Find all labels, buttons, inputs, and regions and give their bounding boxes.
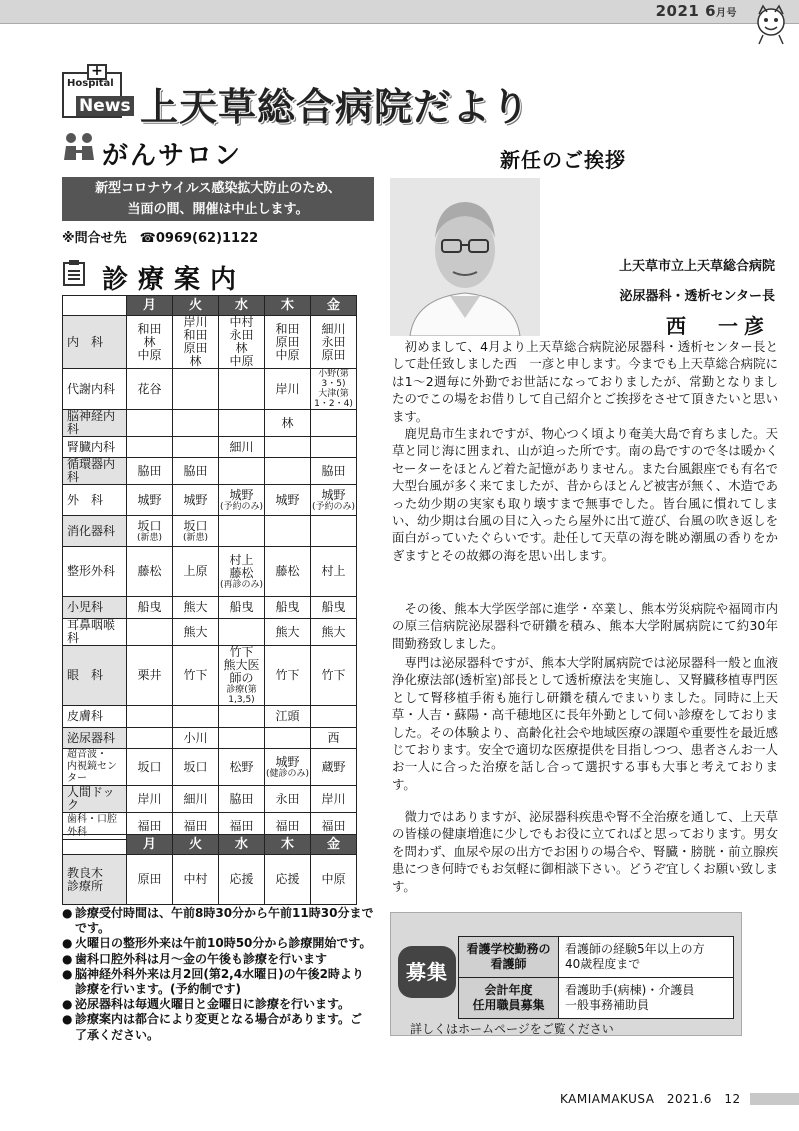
schedule-cell: 福田 <box>311 813 357 840</box>
recruit-value: 看護師の経験5年以上の方 40歳程度まで <box>559 937 734 978</box>
table-row <box>63 597 357 619</box>
schedule-cell: 坂口 (新患) <box>127 516 173 547</box>
schedule-cell: 小川 <box>173 728 219 749</box>
dept-cell: 歯科・口腔外科 <box>63 813 127 840</box>
schedule-cell: 岸川 <box>265 369 311 410</box>
schedule-cell <box>265 728 311 749</box>
affiliation-department: 泌尿器科・透析センター長 <box>619 289 775 304</box>
schedule-cell: 福田 <box>173 813 219 840</box>
schedule-cell: 熊大 <box>265 619 311 646</box>
schedule-cell: 城野 <box>265 485 311 516</box>
greeting-paragraph: 専門は泌尿器科ですが、熊本大学附属病院では泌尿器科一般と血液浄化療法部(透析室)部長として透析療法を実施し、又腎臓移植専門医として腎移植手術も施行し研鑽を積んでまいりました。同時に上天草・人吉・蘇陽・高千穂地区に長年外勤として伺い診療をしておりました。その体験より、高齢化社会や地域医療の課題や重要性を最近感じております。安全で適切な医療提供を目指しつつ、患者さんお一人お一人に合った治療を話し合って選択する事も大事と考えております。 <box>392 655 778 792</box>
schedule-cell: 村上 藤松 (再診のみ) <box>219 547 265 597</box>
table-row <box>63 749 357 786</box>
schedule-cell: 岸川 <box>311 786 357 813</box>
schedule-cell: 和田 林 中原 <box>127 316 173 369</box>
dept-cell: 脳神経内科 <box>63 410 127 437</box>
table-row <box>63 855 357 905</box>
schedule-cell: 竹下 熊大医師の 診療(第1,3,5) <box>219 646 265 706</box>
day-header: 木 <box>265 296 311 316</box>
schedule-cell: 細川 <box>173 786 219 813</box>
schedule-cell: 蔵野 <box>311 749 357 786</box>
footer-bar <box>750 1093 799 1105</box>
greeting-paragraph: 微力ではありますが、泌尿器科疾患や腎不全治療を通して、上天草の皆様の健康増進に少しでもお役に立てればと思っております。男女を問わず、血尿や尿の出方でお困りの場合や、腎臓・膀胱・前立腺疾患につき何時でもお気軽に御相談下さい。どうぞ宜しくお願い致します。 <box>392 809 778 894</box>
schedule-cell: 竹下 <box>311 646 357 706</box>
schedule-cell <box>173 369 219 410</box>
recruit-label: 会計年度 任用職員募集 <box>459 978 559 1019</box>
note-item: ● 脳神経外科外来は月2回(第2,4水曜日)の午後2時より診療を行います。(予約制です) <box>62 967 374 997</box>
salon-notice: 新型コロナウイルス感染拡大防止のため、 当面の間、開催は中止します。 <box>62 177 374 221</box>
table-row <box>63 728 357 749</box>
dept-cell: 耳鼻咽喉科 <box>63 619 127 646</box>
schedule-cell: 船曳 <box>219 597 265 619</box>
recruit-value: 看護助手(病棟)・介護員 一般事務補助員 <box>559 978 734 1019</box>
schedule-cell: 城野 (健診のみ) <box>265 749 311 786</box>
table-row <box>63 485 357 516</box>
recruit-badge: 募集 <box>398 946 456 998</box>
dept-cell: 超音波・ 内視鏡センター <box>63 749 127 786</box>
clipboard-icon <box>62 260 86 286</box>
dept-cell: 人間ドック <box>63 786 127 813</box>
dept-cell: 整形外科 <box>63 547 127 597</box>
table-row <box>63 437 357 458</box>
schedule-cell: 藤松 <box>127 547 173 597</box>
schedule-cell: 船曳 <box>265 597 311 619</box>
schedule-cell: 坂口 (新患) <box>173 516 219 547</box>
schedule-cell: 岸川 和田 原田 林 <box>173 316 219 369</box>
schedule-cell <box>219 728 265 749</box>
schedule-cell: 小野(第3・5) 大津(第1・2・4) <box>311 369 357 410</box>
schedule-cell: 船曳 <box>127 597 173 619</box>
schedule-cell: 坂口 <box>127 749 173 786</box>
schedule-cell <box>311 437 357 458</box>
schedule-cell: 城野 (予約のみ) <box>311 485 357 516</box>
schedule-cell: 竹下 <box>173 646 219 706</box>
dept-cell: 消化器科 <box>63 516 127 547</box>
schedule-cell: 熊大 <box>311 619 357 646</box>
dept-cell: 教良木 診療所 <box>63 855 127 905</box>
greeting-title: 新任のご挨拶 <box>500 148 626 172</box>
day-header: 水 <box>219 835 265 855</box>
dept-cell: 眼 科 <box>63 646 127 706</box>
table-row <box>459 978 734 1019</box>
schedule-cell <box>265 437 311 458</box>
schedule-cell: 原田 <box>127 855 173 905</box>
schedule-cell <box>127 619 173 646</box>
schedule-cell <box>127 706 173 728</box>
schedule-cell: 永田 <box>265 786 311 813</box>
affiliation-hospital: 上天草市立上天草総合病院 <box>618 259 775 274</box>
schedule-cell: 応援 <box>265 855 311 905</box>
schedule-cell: 西 <box>311 728 357 749</box>
schedule-cell: 竹下 <box>265 646 311 706</box>
note-item: ● 泌尿器科は毎週火曜日と金曜日に診療を行います。 <box>62 997 374 1012</box>
dept-cell: 泌尿器科 <box>63 728 127 749</box>
schedule-cell: 細川 <box>219 437 265 458</box>
schedule-cell: 福田 <box>265 813 311 840</box>
note-item: ● 歯科口腔外科は月～金の午後も診療を行います <box>62 952 374 967</box>
issue-date: 2021 6月号 <box>655 2 737 20</box>
schedule-cell: 城野 <box>127 485 173 516</box>
corner-cell <box>63 296 127 316</box>
dept-cell: 内 科 <box>63 316 127 369</box>
schedule-cell <box>311 706 357 728</box>
schedule-cell: 花谷 <box>127 369 173 410</box>
schedule-cell <box>219 410 265 437</box>
schedule-cell <box>219 619 265 646</box>
table-row <box>63 458 357 485</box>
schedule-cell: 脇田 <box>173 458 219 485</box>
day-header: 月 <box>127 835 173 855</box>
page-footer: KAMIAMAKUSA 2021.6 12 <box>560 1092 741 1106</box>
schedule-cell: 中村 <box>173 855 219 905</box>
recruit-label: 看護学校勤務の 看護師 <box>459 937 559 978</box>
recruit-table <box>458 936 734 1019</box>
day-header: 月 <box>127 296 173 316</box>
schedule-cell <box>173 437 219 458</box>
day-header: 水 <box>219 296 265 316</box>
table-row <box>63 369 357 410</box>
schedule-cell: 熊大 <box>173 597 219 619</box>
schedule-cell: 脇田 <box>219 786 265 813</box>
schedule-cell: 松野 <box>219 749 265 786</box>
note-item: ● 診療受付時間は、午前8時30分から午前11時30分までです。 <box>62 906 374 936</box>
schedule-cell: 林 <box>265 410 311 437</box>
schedule-cell: 中村 永田 林 中原 <box>219 316 265 369</box>
doctor-photo <box>390 178 540 336</box>
schedule-cell <box>127 437 173 458</box>
day-header: 火 <box>173 835 219 855</box>
dept-cell: 循環器内科 <box>63 458 127 485</box>
schedule-cell <box>127 728 173 749</box>
schedule-cell: 上原 <box>173 547 219 597</box>
table-row <box>63 547 357 597</box>
schedule-cell: 和田 原田 中原 <box>265 316 311 369</box>
hospital-news-logo: + Hospital News <box>62 72 122 118</box>
salon-title: がんサロン <box>102 141 243 171</box>
schedule-cell: 熊大 <box>173 619 219 646</box>
schedule-cell <box>219 369 265 410</box>
schedule-cell <box>265 516 311 547</box>
schedule-cell <box>173 410 219 437</box>
notes-list <box>62 906 374 1043</box>
recruit-footer: 詳しくはホームページをご覧ください <box>410 1022 614 1036</box>
schedule-cell: 岸川 <box>127 786 173 813</box>
greeting-paragraph: 鹿児島市生まれですが、物心つく頃より奄美大島で育ちました。天草と同じ海に囲まれ、山が迫った所です。南の島ですので冬は暖かくセーターをほとんど着た記憶がありません。また台風銀座でも有名で大型台風が多く来てましたが、昔からほとんど被害が無く、木造であった幼少期の実家も取り壊すまで無事でした。皆台風に慣れてしまい、幼少期は台風の目に入ったら屋外に出て遊び、台風の吹き返しを面白がっていたぐらいです。赴任して天草の海を眺め潮風の香りをかぎますとその故郷の海を思い出します。 <box>392 426 778 563</box>
clinic-schedule-table <box>62 834 357 905</box>
table-row <box>63 516 357 547</box>
schedule-cell <box>311 516 357 547</box>
schedule-cell: 福田 <box>127 813 173 840</box>
table-row <box>63 646 357 706</box>
day-header: 木 <box>265 835 311 855</box>
table-row <box>63 410 357 437</box>
table-row <box>459 937 734 978</box>
schedule-title: 診療案内 <box>102 265 247 295</box>
schedule-cell: 福田 <box>219 813 265 840</box>
table-row <box>63 706 357 728</box>
schedule-cell: 城野 <box>173 485 219 516</box>
schedule-cell <box>219 516 265 547</box>
dept-cell: 腎臓内科 <box>63 437 127 458</box>
schedule-cell <box>219 706 265 728</box>
table-row <box>63 786 357 813</box>
dept-cell: 小児科 <box>63 597 127 619</box>
dept-cell: 皮膚科 <box>63 706 127 728</box>
schedule-cell <box>127 410 173 437</box>
day-header: 金 <box>311 835 357 855</box>
schedule-cell: 応援 <box>219 855 265 905</box>
doctor-name: 西 一彦 <box>666 314 770 338</box>
schedule-cell: 船曳 <box>311 597 357 619</box>
page-title: 上天草総合病院だより <box>140 85 531 129</box>
table-row <box>63 619 357 646</box>
corner-cell <box>63 835 127 855</box>
schedule-cell: 村上 <box>311 547 357 597</box>
schedule-cell <box>265 458 311 485</box>
table-row <box>63 316 357 369</box>
greeting-paragraph: その後、熊本大学医学部に進学・卒業し、熊本労災病院や福岡市内の原三信病院泌尿器科で研鑽を積み、熊本大学附属病院にて約30年間勤務致しました。 <box>392 601 778 651</box>
contact-info: ※問合せ先 ☎0969(62)1122 <box>62 231 259 246</box>
dept-cell: 代謝内科 <box>63 369 127 410</box>
schedule-cell: 細川 永田 原田 <box>311 316 357 369</box>
schedule-cell <box>219 458 265 485</box>
schedule-cell: 江頭 <box>265 706 311 728</box>
schedule-cell <box>311 410 357 437</box>
schedule-cell: 藤松 <box>265 547 311 597</box>
day-header: 金 <box>311 296 357 316</box>
day-header: 火 <box>173 296 219 316</box>
greeting-paragraph: 初めまして、4月より上天草総合病院泌尿器科・透析センター長として赴任致しました西 一彦と申します。今までも上天草総合病院には1～2週毎に外勤でお世話になっておりましたが、常勤となりましたのでこの場をお借りして自己紹介とご挨拶をさせて頂きたいと思います。 <box>392 339 778 424</box>
mascot-icon <box>749 2 793 46</box>
schedule-cell: 坂口 <box>173 749 219 786</box>
dept-cell: 外 科 <box>63 485 127 516</box>
schedule-cell: 中原 <box>311 855 357 905</box>
schedule-cell: 脇田 <box>311 458 357 485</box>
note-item: ● 診療案内は都合により変更となる場合があります。ご了承ください。 <box>62 1012 374 1042</box>
schedule-cell <box>173 706 219 728</box>
people-icon <box>62 130 96 166</box>
note-item: ● 火曜日の整形外来は午前10時50分から診療開始です。 <box>62 936 374 951</box>
schedule-cell: 栗井 <box>127 646 173 706</box>
cross-icon: + <box>87 64 107 80</box>
schedule-cell: 脇田 <box>127 458 173 485</box>
schedule-table <box>62 295 357 840</box>
schedule-cell: 城野 (予約のみ) <box>219 485 265 516</box>
